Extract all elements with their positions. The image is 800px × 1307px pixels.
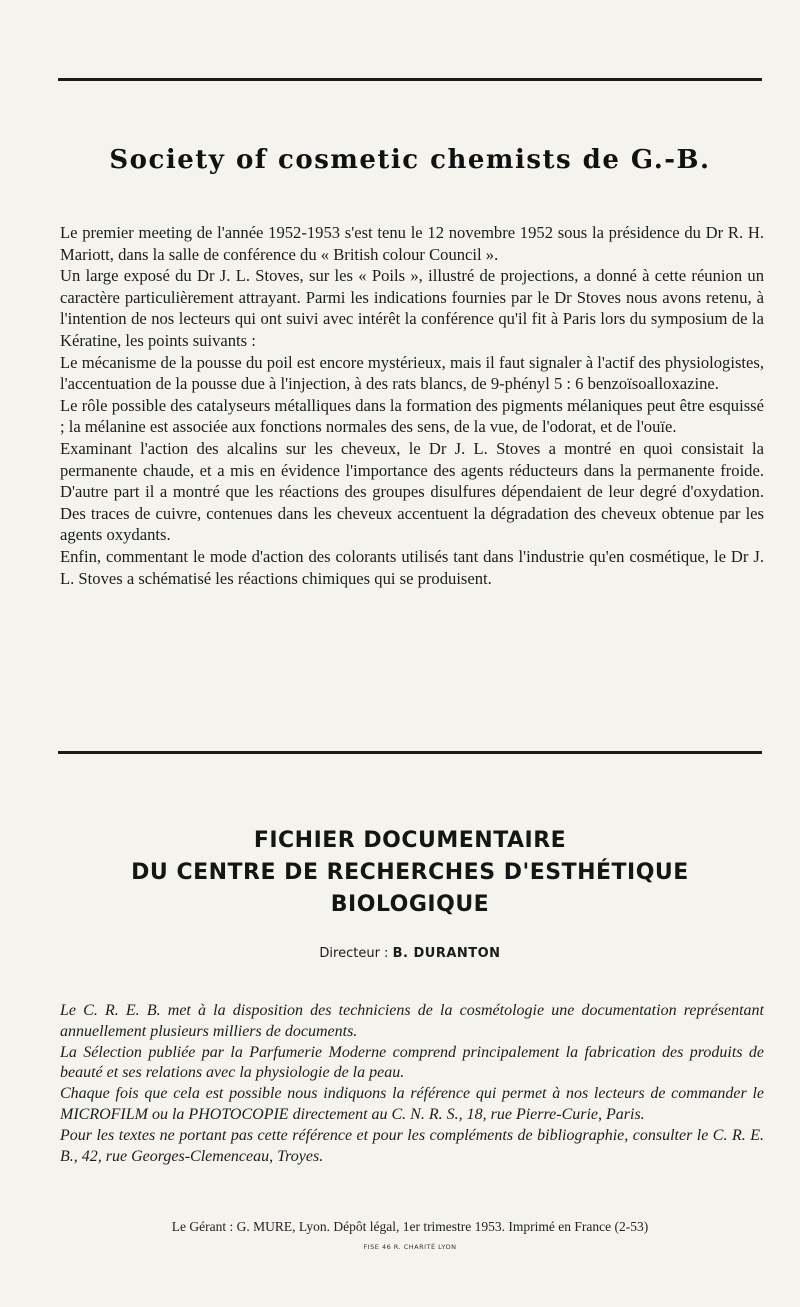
- notice-paragraph: Pour les textes ne portant pas cette référence et pour les compléments de bibliographie, consulter le C. R. E. B., 42, rue Georges-Clemenceau, Troyes.: [60, 1126, 764, 1165]
- article-paragraph: Examinant l'action des alcalins sur les cheveux, le Dr J. L. Stoves a montré en quoi consistait la permanente chaude, et a mis en évidence l'importance des agents réducteurs dans la permanente froide. D'autre part il a montré que les réactions des groupes disulfures dépendaient de leur degré d'oxydation. Des traces de cuivre, contenues dans les cheveux accentuent la dégradation des cheveux obtenue par les agents oxydants.: [60, 438, 764, 545]
- director-name: B. DURANTON: [392, 946, 501, 961]
- section-title: Society of cosmetic chemists de G.-B.: [109, 145, 711, 175]
- documentation-title-line: DU CENTRE DE RECHERCHES D'ESTHÉTIQUE: [131, 860, 689, 885]
- notice-paragraph: Chaque fois que cela est possible nous indiquons la référence qui permet à nos lecteurs de commander le MICROFILM ou la PHOTOCOPIE directement au C. N. R. S., 18, rue Pierre-Curie, Paris.: [60, 1085, 764, 1123]
- imprint-line: Le Gérant : G. MURE, Lyon. Dépôt légal, 1er trimestre 1953. Imprimé en France (2-53): [171, 1219, 649, 1234]
- documentation-title: [58, 825, 762, 921]
- documentation-title-line: BIOLOGIQUE: [330, 892, 490, 917]
- documentation-notice: [60, 1001, 764, 1167]
- documentation-title-line: FICHIER DOCUMENTAIRE: [253, 828, 567, 853]
- director-line: [58, 946, 762, 961]
- director-label: Directeur :: [319, 946, 389, 961]
- article-paragraph: Un large exposé du Dr J. L. Stoves, sur les « Poils », illustré de projections, a donné à cette réunion un caractère particulièrement attrayant. Parmi les indications fournies par le Dr Stoves nous avons retenu, à l'intention de nos lecteurs qui ont suivi avec intérêt la conférence qu'il fit à Paris lors du symposium de la Kératine, les points suivants :: [60, 266, 764, 350]
- article-paragraph: Enfin, commentant le mode d'action des colorants utilisés tant dans l'industrie qu'en cosmétique, le Dr J. L. Stoves a schématisé les réactions chimiques qui se produisent.: [60, 546, 764, 588]
- top-divider: [58, 78, 762, 81]
- article-paragraph: Le premier meeting de l'année 1952-1953 s'est tenu le 12 novembre 1952 sous la présidence du Dr R. H. Mariott, dans la salle de conférence du « British colour Council ».: [60, 223, 764, 264]
- article-paragraph: Le rôle possible des catalyseurs métalliques dans la formation des pigments mélaniques peut être esquissé ; la mélanine est associée aux fonctions normales des sens, de la vue, de l'odorat, et de l'ouïe.: [60, 395, 764, 437]
- notice-paragraph: La Sélection publiée par la Parfumerie Moderne comprend principalement la fabrication des produits de beauté et ses relations avec la physiologie de la peau.: [60, 1043, 764, 1082]
- printer-line: FISE 46 R. CHARITÉ LYON: [363, 1243, 457, 1251]
- notice-paragraph: Le C. R. E. B. met à la disposition des techniciens de la cosmétologie une documentation représentant annuellement plusieurs milliers de documents.: [60, 1002, 764, 1040]
- article-body: [60, 222, 764, 589]
- article-paragraph: Le mécanisme de la pousse du poil est encore mystérieux, mais il faut signaler à l'actif des physiologistes, l'accentuation de la pousse due à l'injection, à des rats blancs, de 9-phényl 5 : 6 benzoïsoalloxazine.: [60, 352, 764, 394]
- middle-divider: [58, 751, 762, 754]
